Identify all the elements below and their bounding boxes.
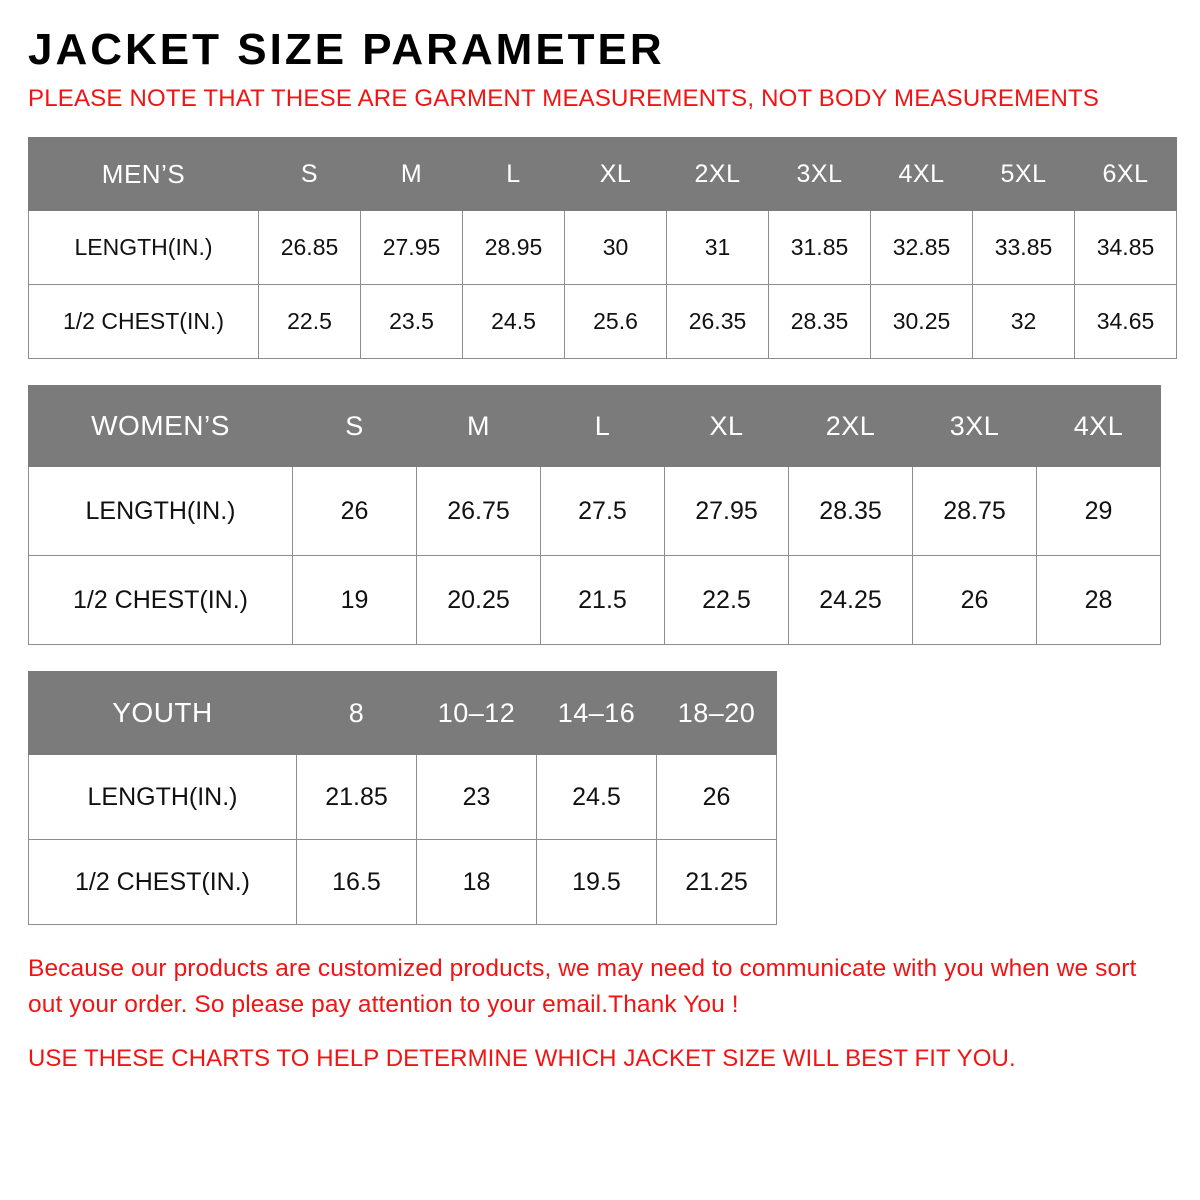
table-cell: 21.25 [657,840,777,925]
row-label: 1/2 CHEST(IN.) [29,285,259,359]
table-cell: 24.5 [537,755,657,840]
table-cell: 29 [1037,467,1161,556]
table-row [29,467,1161,556]
table-cell: 21.5 [541,556,665,645]
footer-notes [28,951,1172,1077]
table-header-cell: S [259,138,361,211]
table-header-row [29,672,777,755]
table-cell: 31 [667,211,769,285]
table-row [29,556,1161,645]
table-cell: 31.85 [769,211,871,285]
table-cell: 28.35 [769,285,871,359]
table-cell: 26 [913,556,1037,645]
table-cell: 16.5 [297,840,417,925]
measurement-note: PLEASE NOTE THAT THESE ARE GARMENT MEASUREMENTS, NOT BODY MEASUREMENTS [28,85,1100,113]
table-header-cell: WOMEN’S [29,386,293,467]
table-header-cell: 4XL [1037,386,1161,467]
table-header-row [29,138,1177,211]
table-cell: 25.6 [565,285,667,359]
table-cell: 27.95 [361,211,463,285]
table-cell: 24.25 [789,556,913,645]
table-cell: 28.75 [913,467,1037,556]
table-cell: 28.95 [463,211,565,285]
table-cell: 22.5 [259,285,361,359]
table-row [29,840,777,925]
table-header-cell: 8 [297,672,417,755]
table-cell: 24.5 [463,285,565,359]
youth-size-table [28,671,777,925]
table-cell: 23 [417,755,537,840]
table-cell: 30.25 [871,285,973,359]
row-label: 1/2 CHEST(IN.) [29,840,297,925]
table-cell: 26.85 [259,211,361,285]
row-label: LENGTH(IN.) [29,755,297,840]
table-header-cell: S [293,386,417,467]
customization-note: Because our products are customized products, we may need to communicate with you when we sort out your order. So please pay attention to your email.Thank You ! [28,955,1137,1018]
table-cell: 28 [1037,556,1161,645]
table-header-row [29,386,1161,467]
womens-size-table [28,385,1161,645]
table-row [29,211,1177,285]
table-cell: 34.65 [1075,285,1177,359]
table-header-cell: 6XL [1075,138,1177,211]
row-label: LENGTH(IN.) [29,211,259,285]
table-header-cell: L [463,138,565,211]
page-title: JACKET SIZE PARAMETER [28,25,665,74]
table-cell: 26 [657,755,777,840]
table-row [29,755,777,840]
table-cell: 22.5 [665,556,789,645]
table-cell: 33.85 [973,211,1075,285]
table-header-cell: 10–12 [417,672,537,755]
row-label: LENGTH(IN.) [29,467,293,556]
table-header-cell: 3XL [913,386,1037,467]
table-cell: 26.35 [667,285,769,359]
table-cell: 32.85 [871,211,973,285]
table-header-cell: 5XL [973,138,1075,211]
table-cell: 23.5 [361,285,463,359]
table-header-cell: XL [565,138,667,211]
usage-note: USE THESE CHARTS TO HELP DETERMINE WHICH JACKET SIZE WILL BEST FIT YOU. [28,1045,1016,1073]
table-row [29,285,1177,359]
table-header-cell: 2XL [789,386,913,467]
table-cell: 19.5 [537,840,657,925]
table-cell: 32 [973,285,1075,359]
table-cell: 27.5 [541,467,665,556]
table-cell: 34.85 [1075,211,1177,285]
table-header-cell: 3XL [769,138,871,211]
table-header-cell: 4XL [871,138,973,211]
table-header-cell: M [361,138,463,211]
table-cell: 27.95 [665,467,789,556]
table-cell: 28.35 [789,467,913,556]
table-cell: 26 [293,467,417,556]
table-cell: 20.25 [417,556,541,645]
mens-size-table [28,137,1177,359]
table-header-cell: YOUTH [29,672,297,755]
table-header-cell: XL [665,386,789,467]
table-cell: 19 [293,556,417,645]
table-header-cell: MEN’S [29,138,259,211]
table-header-cell: 18–20 [657,672,777,755]
table-cell: 18 [417,840,537,925]
table-header-cell: L [541,386,665,467]
table-header-cell: 2XL [667,138,769,211]
table-cell: 30 [565,211,667,285]
table-header-cell: M [417,386,541,467]
row-label: 1/2 CHEST(IN.) [29,556,293,645]
table-header-cell: 14–16 [537,672,657,755]
table-cell: 26.75 [417,467,541,556]
table-cell: 21.85 [297,755,417,840]
